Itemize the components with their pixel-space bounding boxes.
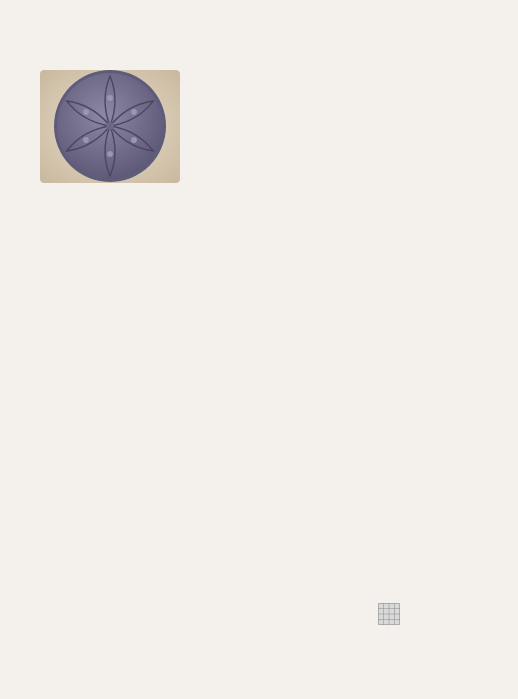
daisy-swatch-image <box>40 70 180 183</box>
page-footer <box>40 680 45 686</box>
knitted-daisy-photo <box>40 70 180 183</box>
knitting-chart <box>40 477 222 657</box>
edge-chart <box>378 603 400 625</box>
